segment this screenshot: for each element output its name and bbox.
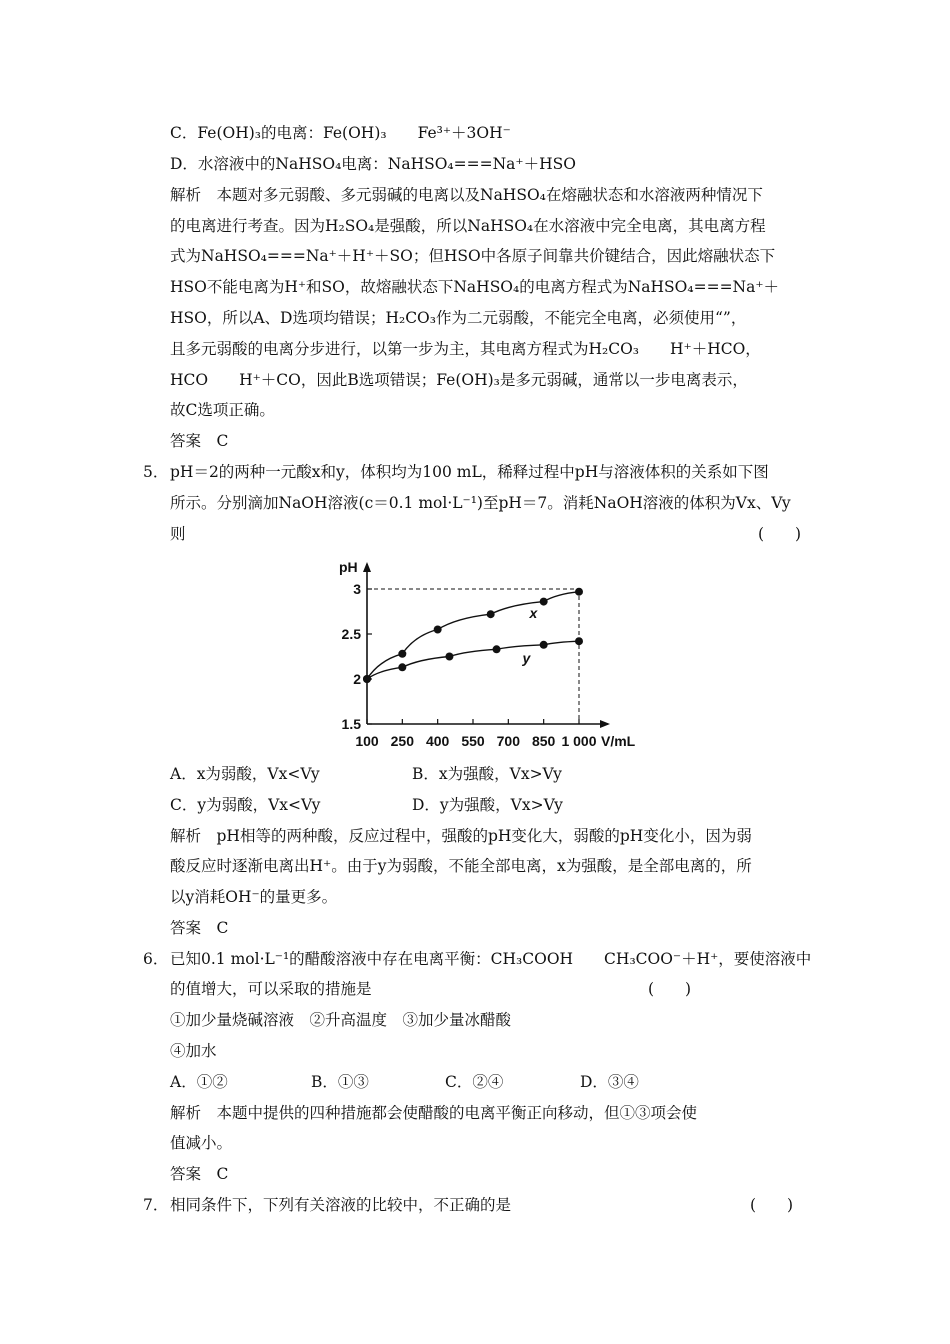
q6-analysis-line: 解析 本题中提供的四种措施都会使醋酸的电离平衡正向移动，但①③项会使 xyxy=(170,1104,698,1122)
q5-analysis-line: 解析 pH相等的两种酸，反应过程中，强酸的pH变化大，弱酸的pH变化小，因为弱 xyxy=(170,827,752,845)
q7-number: 7． xyxy=(143,1196,169,1214)
q5-option-b: B．x为强酸，Vx>Vy xyxy=(412,765,562,783)
q4-analysis-line: 解析 本题对多元弱酸、多元弱碱的电离以及NaHSO₄在熔融状态和水溶液两种情况下 xyxy=(170,186,763,204)
q6-measures: ①加少量烧碱溶液 ②升高温度 ③加少量冰醋酸 xyxy=(170,1011,512,1029)
data-point-y xyxy=(575,637,583,645)
q5-answer: 答案 C xyxy=(170,919,229,937)
ph-volume-chart xyxy=(325,556,636,756)
data-point-y xyxy=(363,675,371,683)
q4-analysis-line: 且多元弱酸的电离分步进行，以第一步为主，其电离方程式为H₂CO₃ H⁺＋HCO， xyxy=(170,340,761,358)
q5-option-d: D．y为强酸，Vx>Vy xyxy=(412,796,563,814)
data-point-x xyxy=(575,588,583,596)
q4-analysis-line: HCO H⁺＋CO，因此B选项错误；Fe(OH)₃是多元弱碱，通常以一步电离表示， xyxy=(170,371,748,389)
q6-analysis-line: 值减小。 xyxy=(170,1134,233,1152)
x-tick-label: 250 xyxy=(390,733,415,749)
chart-series xyxy=(363,588,583,683)
q6-answer-blank: ( ) xyxy=(648,980,692,998)
q7-answer-blank: ( ) xyxy=(750,1196,794,1214)
q6-option-c: C．②④ xyxy=(445,1073,504,1091)
q5-option-c: C．y为弱酸，Vx<Vy xyxy=(170,796,321,814)
data-point-y xyxy=(398,663,406,671)
y-tick-label: 2 xyxy=(353,671,361,687)
y-tick-label: 1.5 xyxy=(341,716,361,732)
q4-analysis-line: 式为NaHSO₄===Na⁺＋H⁺＋SO；但HSO中各原子间靠共价键结合，因此熔融状态下 xyxy=(170,247,776,265)
q4-answer: 答案 C xyxy=(170,432,229,450)
x-axis-arrow xyxy=(600,720,610,728)
x-axis-label: V/mL xyxy=(601,733,636,749)
q4-analysis-line: 的电离进行考查。因为H₂SO₄是强酸，所以NaHSO₄在水溶液中完全电离，其电离方程 xyxy=(170,217,766,235)
q6-option-b: B．①③ xyxy=(311,1073,369,1091)
x-tick-label: 100 xyxy=(355,733,379,749)
q6-number: 6． xyxy=(143,950,169,968)
x-tick-label: 400 xyxy=(425,733,450,749)
data-point-y xyxy=(493,645,501,653)
q5-analysis-line: 酸反应时逐渐电离出H⁺。由于y为弱酸，不能全部电离，x为强酸，是全部电离的，所 xyxy=(170,857,752,875)
q5-option-a: A．x为弱酸，Vx<Vy xyxy=(170,765,320,783)
data-point-x xyxy=(434,626,442,634)
q4-analysis-line: HSO不能电离为H⁺和SO，故熔融状态下NaHSO₄的电离方程式为NaHSO₄===Na⁺＋ xyxy=(170,278,780,296)
q6-measure-4: ④加水 xyxy=(170,1042,217,1060)
q5-stem-line: 则 xyxy=(170,525,186,543)
q4-analysis-line: HSO，所以A、D选项均错误；H₂CO₃作为二元弱酸，不能完全电离，必须使用“”， xyxy=(170,309,747,327)
q6-stem-line: 已知0.1 mol·L⁻¹的醋酸溶液中存在电离平衡：CH₃COOH CH₃COO⁻＋H⁺，要使溶液中 xyxy=(170,950,812,968)
chart-axes xyxy=(339,559,636,749)
y-axis-arrow xyxy=(363,562,371,572)
q6-answer: 答案 C xyxy=(170,1165,229,1183)
y-axis-label: pH xyxy=(339,559,358,575)
q6-option-a: A．①② xyxy=(170,1073,228,1091)
y-tick-label: 3 xyxy=(353,581,361,597)
q4-option-c: C．Fe(OH)₃的电离：Fe(OH)₃ Fe³⁺＋3OH⁻ xyxy=(170,124,511,142)
q4-option-d: D．水溶液中的NaHSO₄电离：NaHSO₄===Na⁺＋HSO xyxy=(170,155,576,173)
series-line-y xyxy=(367,641,579,679)
q5-analysis-line: 以y消耗OH⁻的量更多。 xyxy=(170,888,338,906)
x-tick-label: 850 xyxy=(531,733,556,749)
data-point-x xyxy=(398,650,406,658)
data-point-y xyxy=(445,653,453,661)
q5-stem-line: pH＝2的两种一元酸x和y，体积均为100 mL，稀释过程中pH与溶液体积的关系如下图 xyxy=(170,463,769,481)
data-point-y xyxy=(540,641,548,649)
x-tick-label: 1 000 xyxy=(561,733,597,749)
x-tick-label: 700 xyxy=(496,733,521,749)
series-label-y: y xyxy=(522,649,531,666)
series-label-x: x xyxy=(529,604,538,621)
q6-stem-line: 的值增大，可以采取的措施是 xyxy=(170,980,372,998)
q5-stem-line: 所示。分别滴加NaOH溶液(c＝0.1 mol·L⁻¹)至pH＝7。消耗NaOH溶液的体积为Vx、Vy xyxy=(170,494,791,512)
data-point-x xyxy=(540,598,548,606)
q5-number: 5． xyxy=(143,463,169,481)
q5-answer-blank: ( ) xyxy=(758,525,802,543)
q7-stem: 相同条件下，下列有关溶液的比较中，不正确的是 xyxy=(170,1196,512,1214)
q4-analysis-line: 故C选项正确。 xyxy=(170,401,275,419)
q6-option-d: D．③④ xyxy=(580,1073,639,1091)
y-tick-label: 2.5 xyxy=(341,626,361,642)
data-point-x xyxy=(487,610,495,618)
x-tick-label: 550 xyxy=(461,733,485,749)
